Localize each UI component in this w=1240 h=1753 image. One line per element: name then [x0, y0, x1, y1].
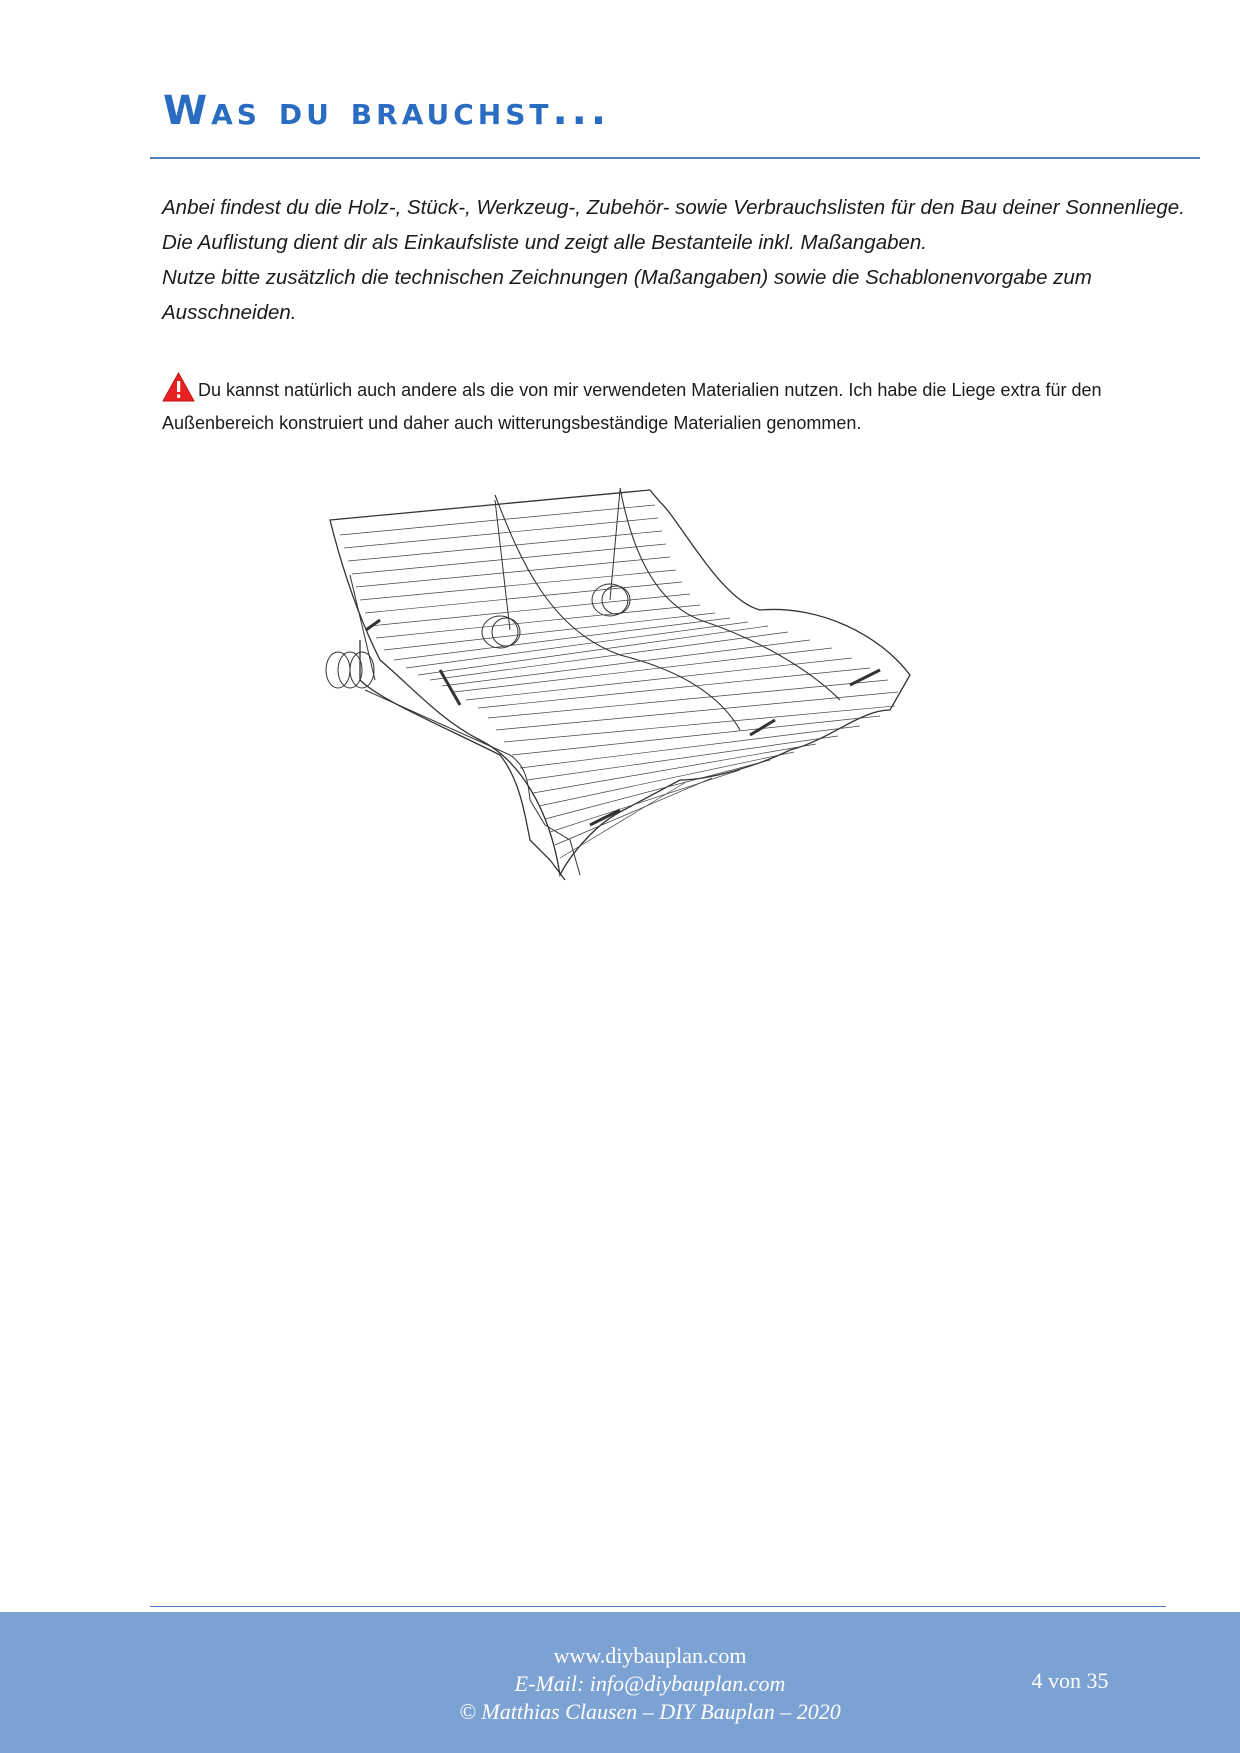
- footer-email: E-Mail: info@diybauplan.com: [514, 1671, 786, 1696]
- page-number: 4 von 35: [1031, 1668, 1109, 1693]
- footer-divider: [150, 1606, 1166, 1607]
- warning-notice: [162, 372, 1202, 440]
- title-divider: [150, 157, 1200, 159]
- warning-notice-text: Du kannst natürlich auch andere als die von mir verwendeten Materialien nutzen. Ich habe die Liege extra für den Außenbereich konstruiert und daher auch witterungsbeständige Materialien genommen.: [162, 380, 1102, 433]
- intro-text: [162, 190, 1202, 330]
- intro-paragraph: Anbei findest du die Holz-, Stück-, Werkzeug-, Zubehör- sowie Verbrauchslisten für den Bau deiner Sonnenliege.: [162, 196, 1185, 219]
- sun-lounger-wireframe-drawing: [320, 480, 1020, 960]
- warning-icon: [162, 372, 195, 402]
- footer-contact: [350, 1642, 950, 1726]
- page-footer: [0, 1612, 1240, 1753]
- intro-paragraph: Die Auflistung dient dir als Einkaufsliste und zeigt alle Bestanteile inkl. Maßangaben.: [162, 231, 928, 254]
- footer-website: www.diybauplan.com: [553, 1643, 747, 1668]
- intro-paragraph: Nutze bitte zusätzlich die technischen Zeichnungen (Maßangaben) sowie die Schablonenvorgabe zum Ausschneiden.: [162, 266, 1092, 324]
- footer-copyright: © Matthias Clausen – DIY Bauplan – 2020: [459, 1699, 841, 1724]
- page-title: Was du brauchst...: [163, 88, 611, 134]
